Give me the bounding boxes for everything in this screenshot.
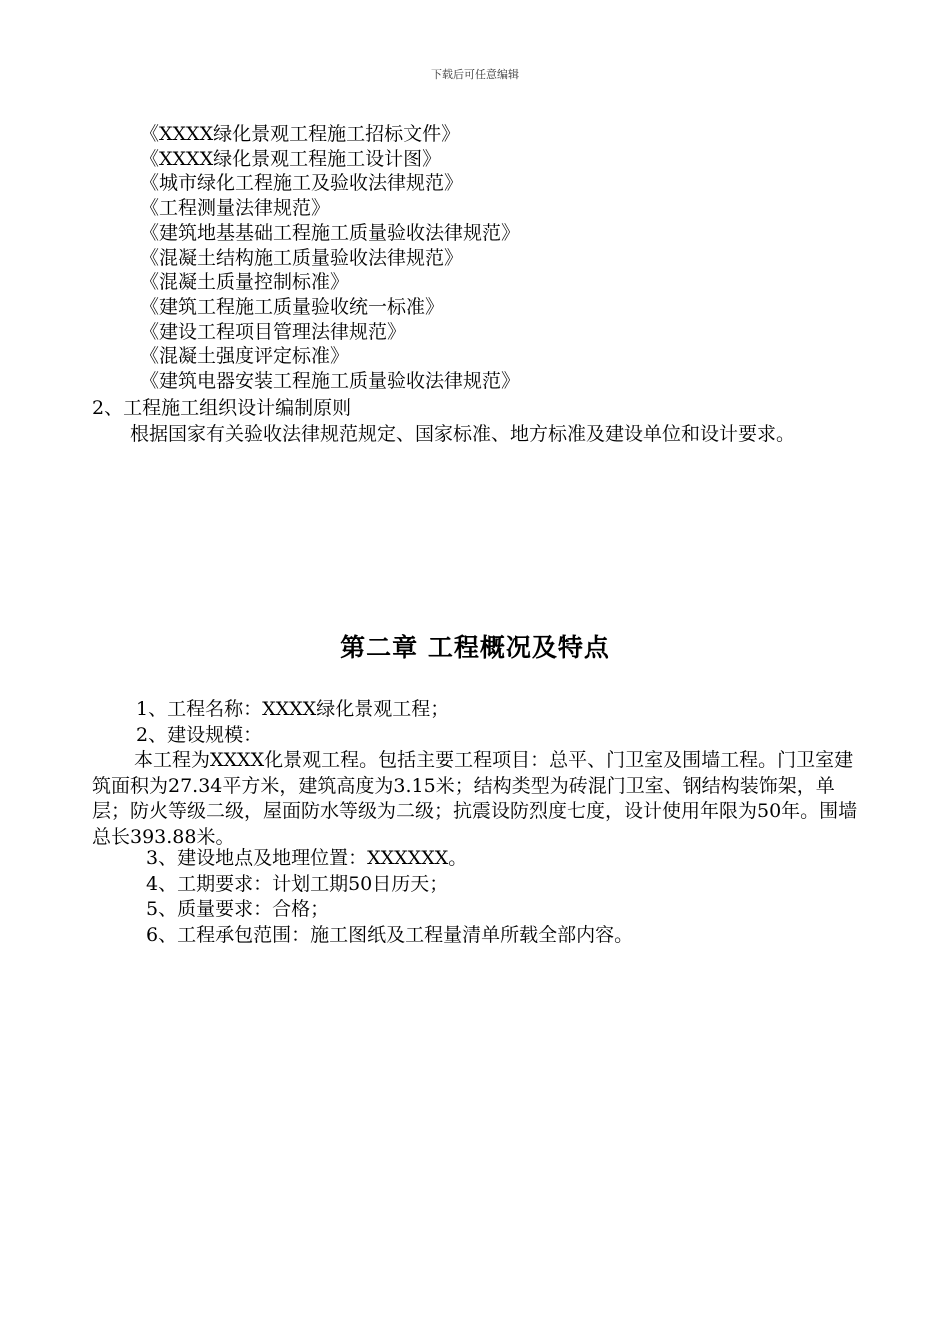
- overview-item-scope: 6、工程承包范围：施工图纸及工程量清单所载全部内容。: [146, 923, 634, 946]
- reference-item: 《工程测量法律规范》: [140, 197, 331, 220]
- reference-item: 《混凝土强度评定标准》: [140, 345, 350, 368]
- overview-items-top: [136, 696, 449, 748]
- overview-item-duration: 4、工期要求：计划工期50日历天；: [146, 872, 449, 895]
- page-header: 下载后可任意编辑: [431, 68, 519, 81]
- reference-item: 《建筑电器安装工程施工质量验收法律规范》: [140, 370, 521, 393]
- section-heading: 2、工程施工组织设计编制原则: [92, 397, 352, 419]
- reference-item: 《XXXX绿化景观工程施工招标文件》: [140, 123, 461, 145]
- reference-item: 《建筑地基基础工程施工质量验收法律规范》: [140, 221, 521, 244]
- overview-item-project-name: 1、工程名称：XXXX绿化景观工程；: [136, 698, 450, 720]
- reference-item: 《建设工程项目管理法律规范》: [140, 320, 407, 343]
- reference-item: 《建筑工程施工质量验收统一标准》: [140, 295, 445, 318]
- overview-item-location: 3、建设地点及地理位置：XXXXXX。: [146, 847, 468, 869]
- reference-item: 《混凝土结构施工质量验收法律规范》: [140, 246, 464, 269]
- overview-item-quality: 5、质量要求：合格；: [146, 898, 330, 920]
- reference-item: 《XXXX绿化景观工程施工设计图》: [140, 147, 442, 170]
- overview-items-bottom: [146, 846, 633, 948]
- overview-item-scale: 2、建设规模：: [136, 724, 263, 746]
- section-paragraph: 根据国家有关验收法律规范规定、国家标准、地方标准及建设单位和设计要求。: [130, 423, 796, 445]
- chapter-title: 第二章 工程概况及特点: [340, 633, 610, 662]
- reference-item: 《混凝土质量控制标准》: [140, 271, 350, 294]
- overview-paragraph: 本工程为XXXX化景观工程。包括主要工程项目：总平、门卫室及围墙工程。门卫室建筑面积为27.34平方米，建筑高度为3.15米；结构类型为砖混门卫室、钢结构装饰架，单层；防火等级二级，屋面防水等级为二级；抗震设防烈度七度，设计使用年限为50年。围墙总长393.88米。: [92, 749, 858, 848]
- reference-item: 《城市绿化工程施工及验收法律规范》: [140, 172, 464, 195]
- reference-list: [140, 122, 520, 394]
